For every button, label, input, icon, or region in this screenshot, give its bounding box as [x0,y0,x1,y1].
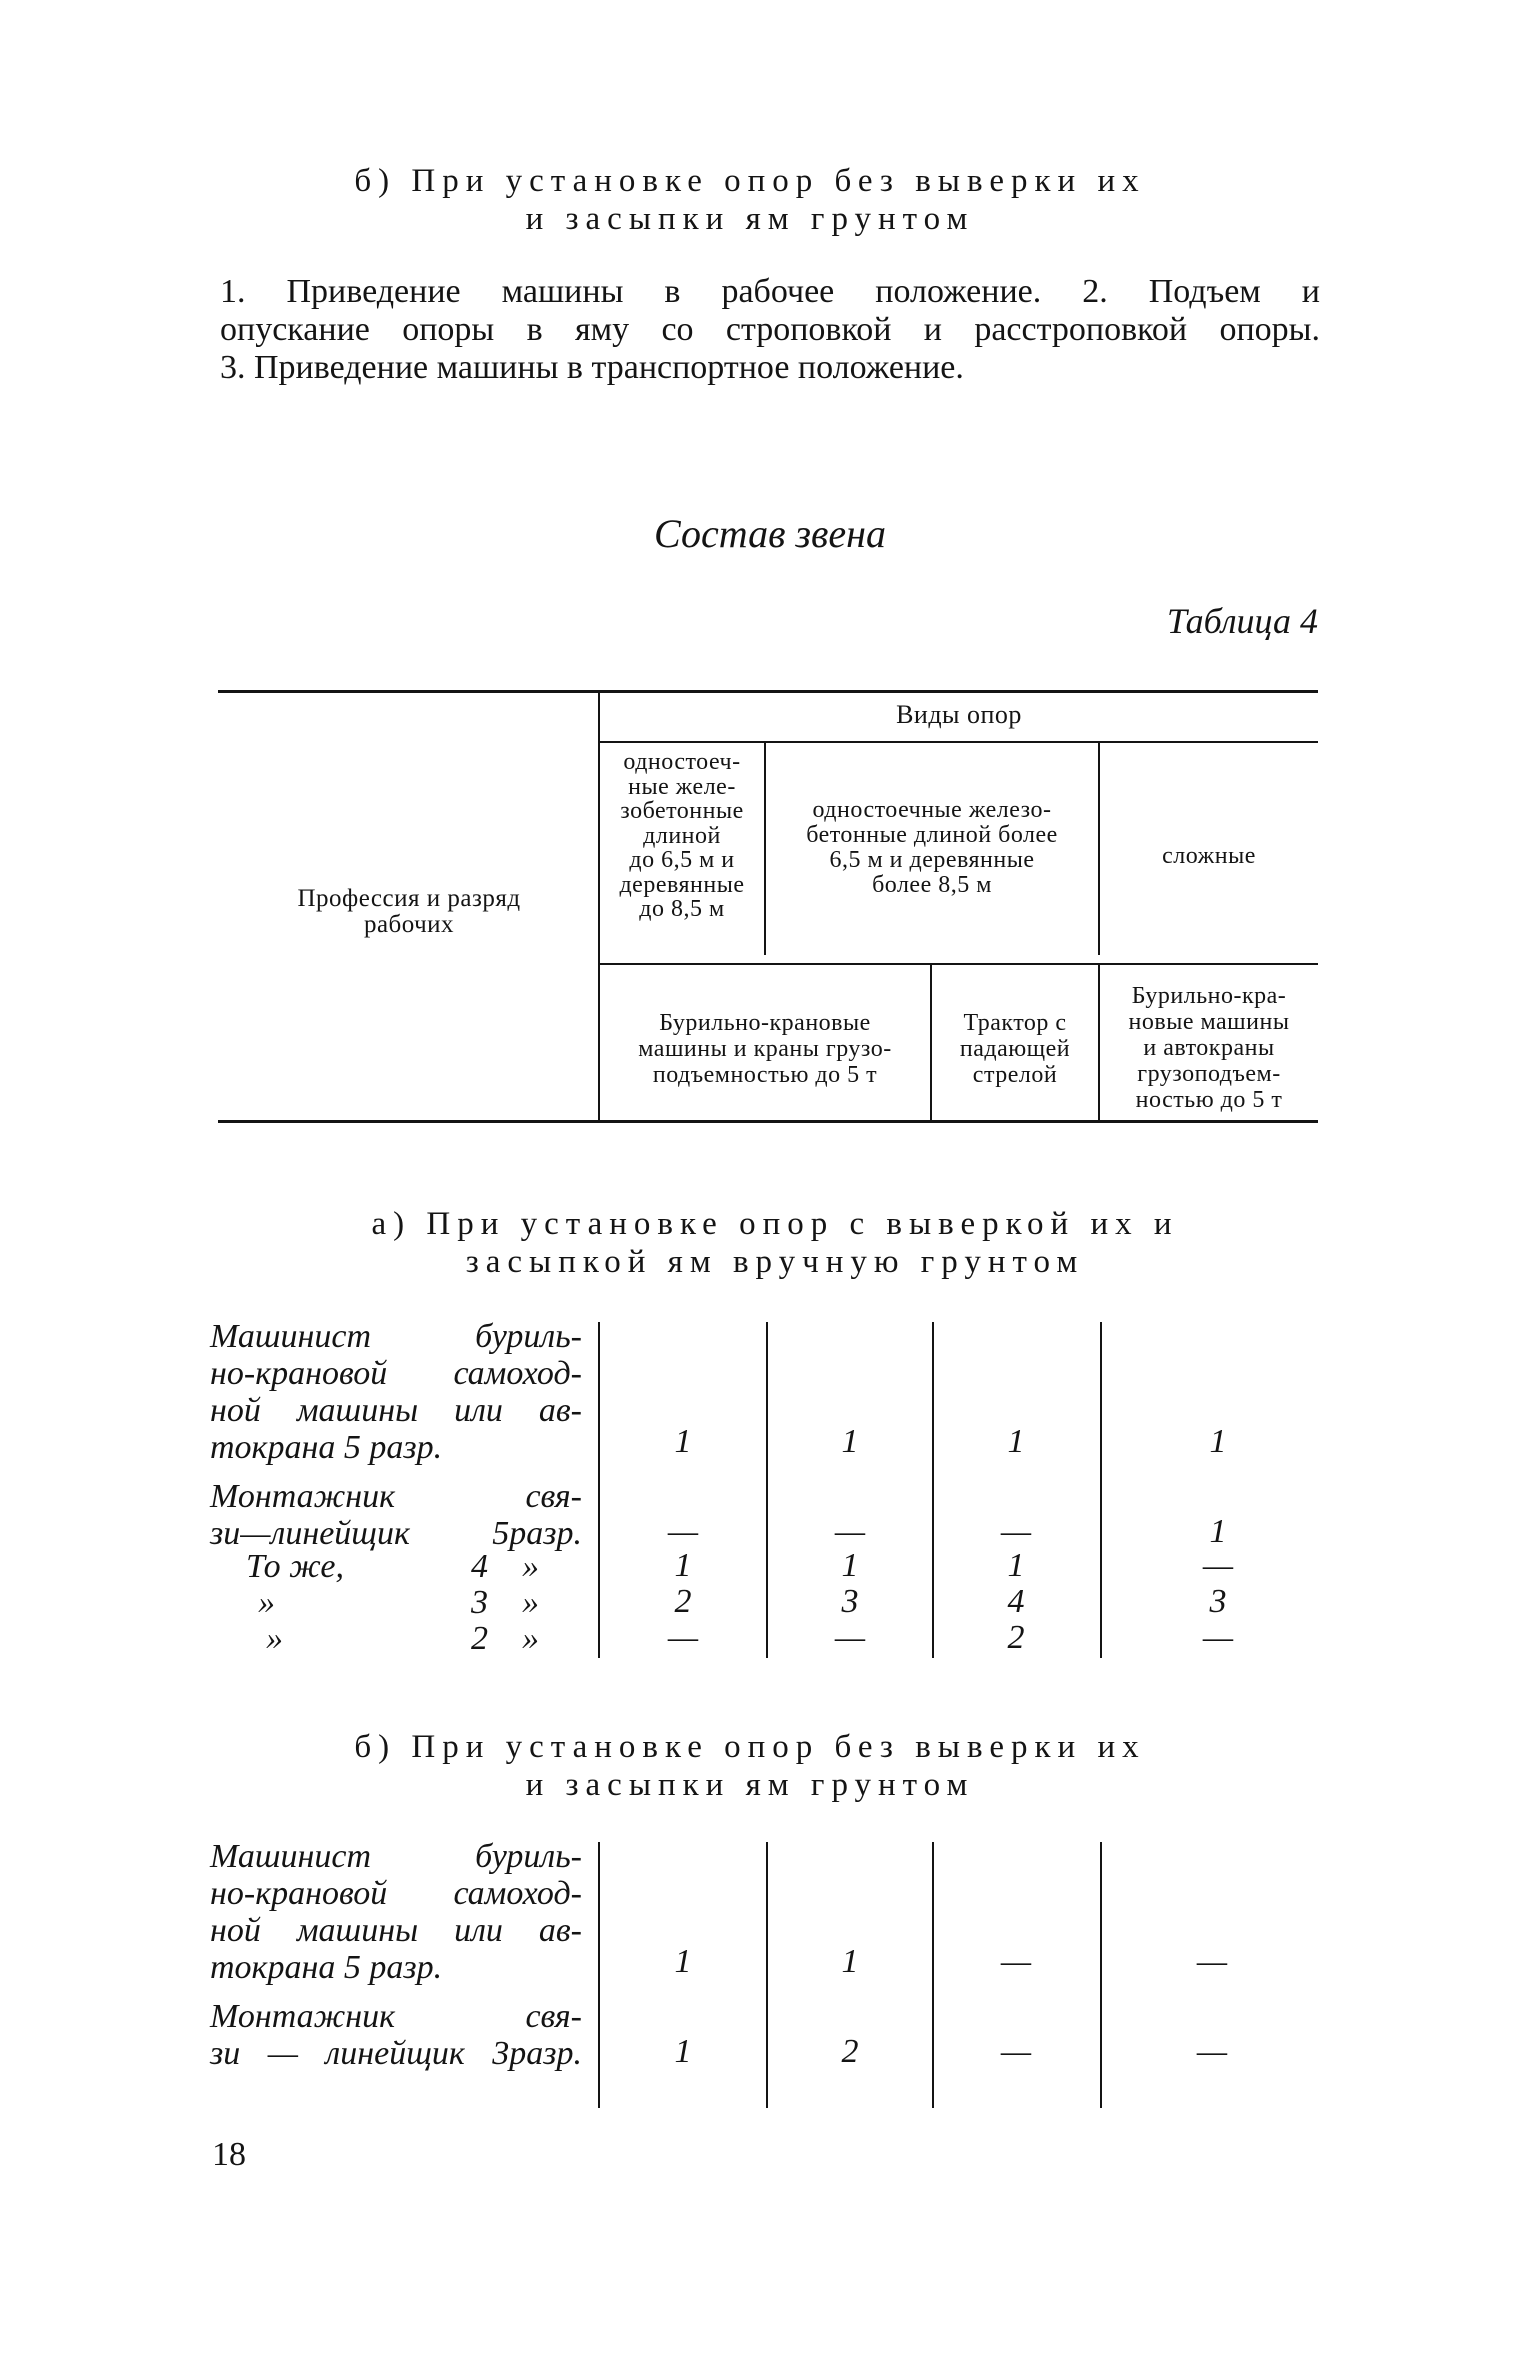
section-a-r2-c3: — [1202,1547,1234,1584]
top-section-paragraph [220,273,1320,387]
paragraph-line-1: 1. Приведение машины в рабочее положение. 2. Подъем и [220,273,1320,310]
paragraph-line-3: 3. Приведение машины в транспортное положение. [220,349,964,386]
section-a-r2-c0: 1 [674,1547,692,1584]
section-a-heading-line-2: засыпкой ям вручную грунтом [465,1244,1085,1280]
section-a-r2-c1: 1 [841,1547,859,1584]
section-a-r3-c0: 2 [674,1583,692,1620]
section-a-r4-c3: — [1202,1619,1234,1656]
section-a-r1-c3: 1 [1209,1513,1227,1550]
section-a-r0-c1: 1 [841,1423,859,1460]
section-a-vertical-2 [932,1322,934,1658]
section-b-vertical-3 [1100,1842,1102,2108]
section-b-vertical-2 [932,1842,934,2108]
header-profession: Профессия и разряд рабочих [297,885,521,938]
section-a-r1-c1: — [834,1513,866,1550]
table-label: Таблица 4 [1166,601,1318,641]
section-b-r0-c2: — [1000,1943,1032,1980]
section-b-row-installer-label: Монтажник свя- зи — линейщик 3разр. [210,1998,582,2072]
header-machine-drill-crane: Бурильно-крановые машины и краны грузо- подъемностью до 5 т [638,1010,892,1088]
section-b-r1-c0: 1 [674,2033,692,2070]
header-support-types: Виды опор [896,700,1022,729]
section-a-r4-c1: — [834,1619,866,1656]
header-rule-middle [600,963,1318,965]
header-rule-under-support-types [600,741,1318,743]
section-b-r0-c0: 1 [674,1943,692,1980]
section-a-vertical-3 [1100,1322,1102,1658]
section-a-r1-c0: — [667,1513,699,1550]
section-a-r4-c0: — [667,1619,699,1656]
page-number: 18 [212,2136,246,2173]
section-a-r1-c2: — [1000,1513,1032,1550]
header-bottom-rule [218,1120,1318,1123]
section-a-r4-c2: 2 [1007,1619,1025,1656]
header-col-single-short: одностоеч- ные желе- зобетонные длиной до 6,5 м и деревянные до 8,5 м [619,749,745,922]
section-b-r0-c1: 1 [841,1943,859,1980]
top-heading-line-1: б) При установке опор без выверки их [354,163,1146,199]
section-title: Состав звена [653,511,886,556]
top-heading-line-2: и засыпки ям грунтом [525,201,975,237]
section-b-vertical-0 [598,1842,600,2108]
section-a-row-driver-label: Машинист буриль- но-крановой самоход- ной машины или ав- токрана 5 разр. [210,1318,582,1466]
section-a-row-installer-label: Монтажник свя- зи—линейщик 5разр. [210,1478,582,1552]
header-top-rule [218,690,1318,693]
section-a-r3-c3: 3 [1209,1583,1227,1620]
section-b-row-driver-label: Машинист буриль- но-крановой самоход- ной машины или ав- токрана 5 разр. [210,1838,582,1986]
section-a-heading [240,1205,1310,1281]
section-a-r3-c2: 4 [1007,1583,1025,1620]
section-a-r0-c0: 1 [674,1423,692,1460]
section-a-r3-c1: 3 [841,1583,859,1620]
section-b-r1-c3: — [1196,2033,1228,2070]
paragraph-line-2: опускание опоры в яму со строповкой и расстроповкой опоры. [220,311,1320,348]
section-b-vertical-1 [766,1842,768,2108]
section-a-r0-c2: 1 [1007,1423,1025,1460]
section-b-r1-c1: 2 [841,2033,859,2070]
section-b-r0-c3: — [1196,1943,1228,1980]
section-a-vertical-1 [766,1322,768,1658]
section-a-r0-c3: 1 [1209,1423,1227,1460]
header-col-single-long: одностоечные железо- бетонные длиной более 6,5 м и деревянные более 8,5 м [806,797,1058,898]
section-b-r1-c2: — [1000,2033,1032,2070]
header-col-complex: сложные [1162,843,1256,869]
section-a-r2-c2: 1 [1007,1547,1025,1584]
top-section-heading [250,162,1250,238]
header-machine-tractor: Трактор с падающей стрелой [959,1010,1071,1088]
section-a-vertical-0 [598,1322,600,1658]
section-b-heading [250,1728,1250,1804]
section-b-heading-line-2: и засыпки ям грунтом [525,1767,975,1803]
section-b-heading-line-1: б) При установке опор без выверки их [354,1729,1146,1765]
section-a-heading-line-1: а) При установке опор с выверкой их и [371,1206,1179,1242]
header-machine-autocrane: Бурильно-кра- новые машины и автокраны грузоподъем- ностью до 5 т [1128,983,1290,1113]
